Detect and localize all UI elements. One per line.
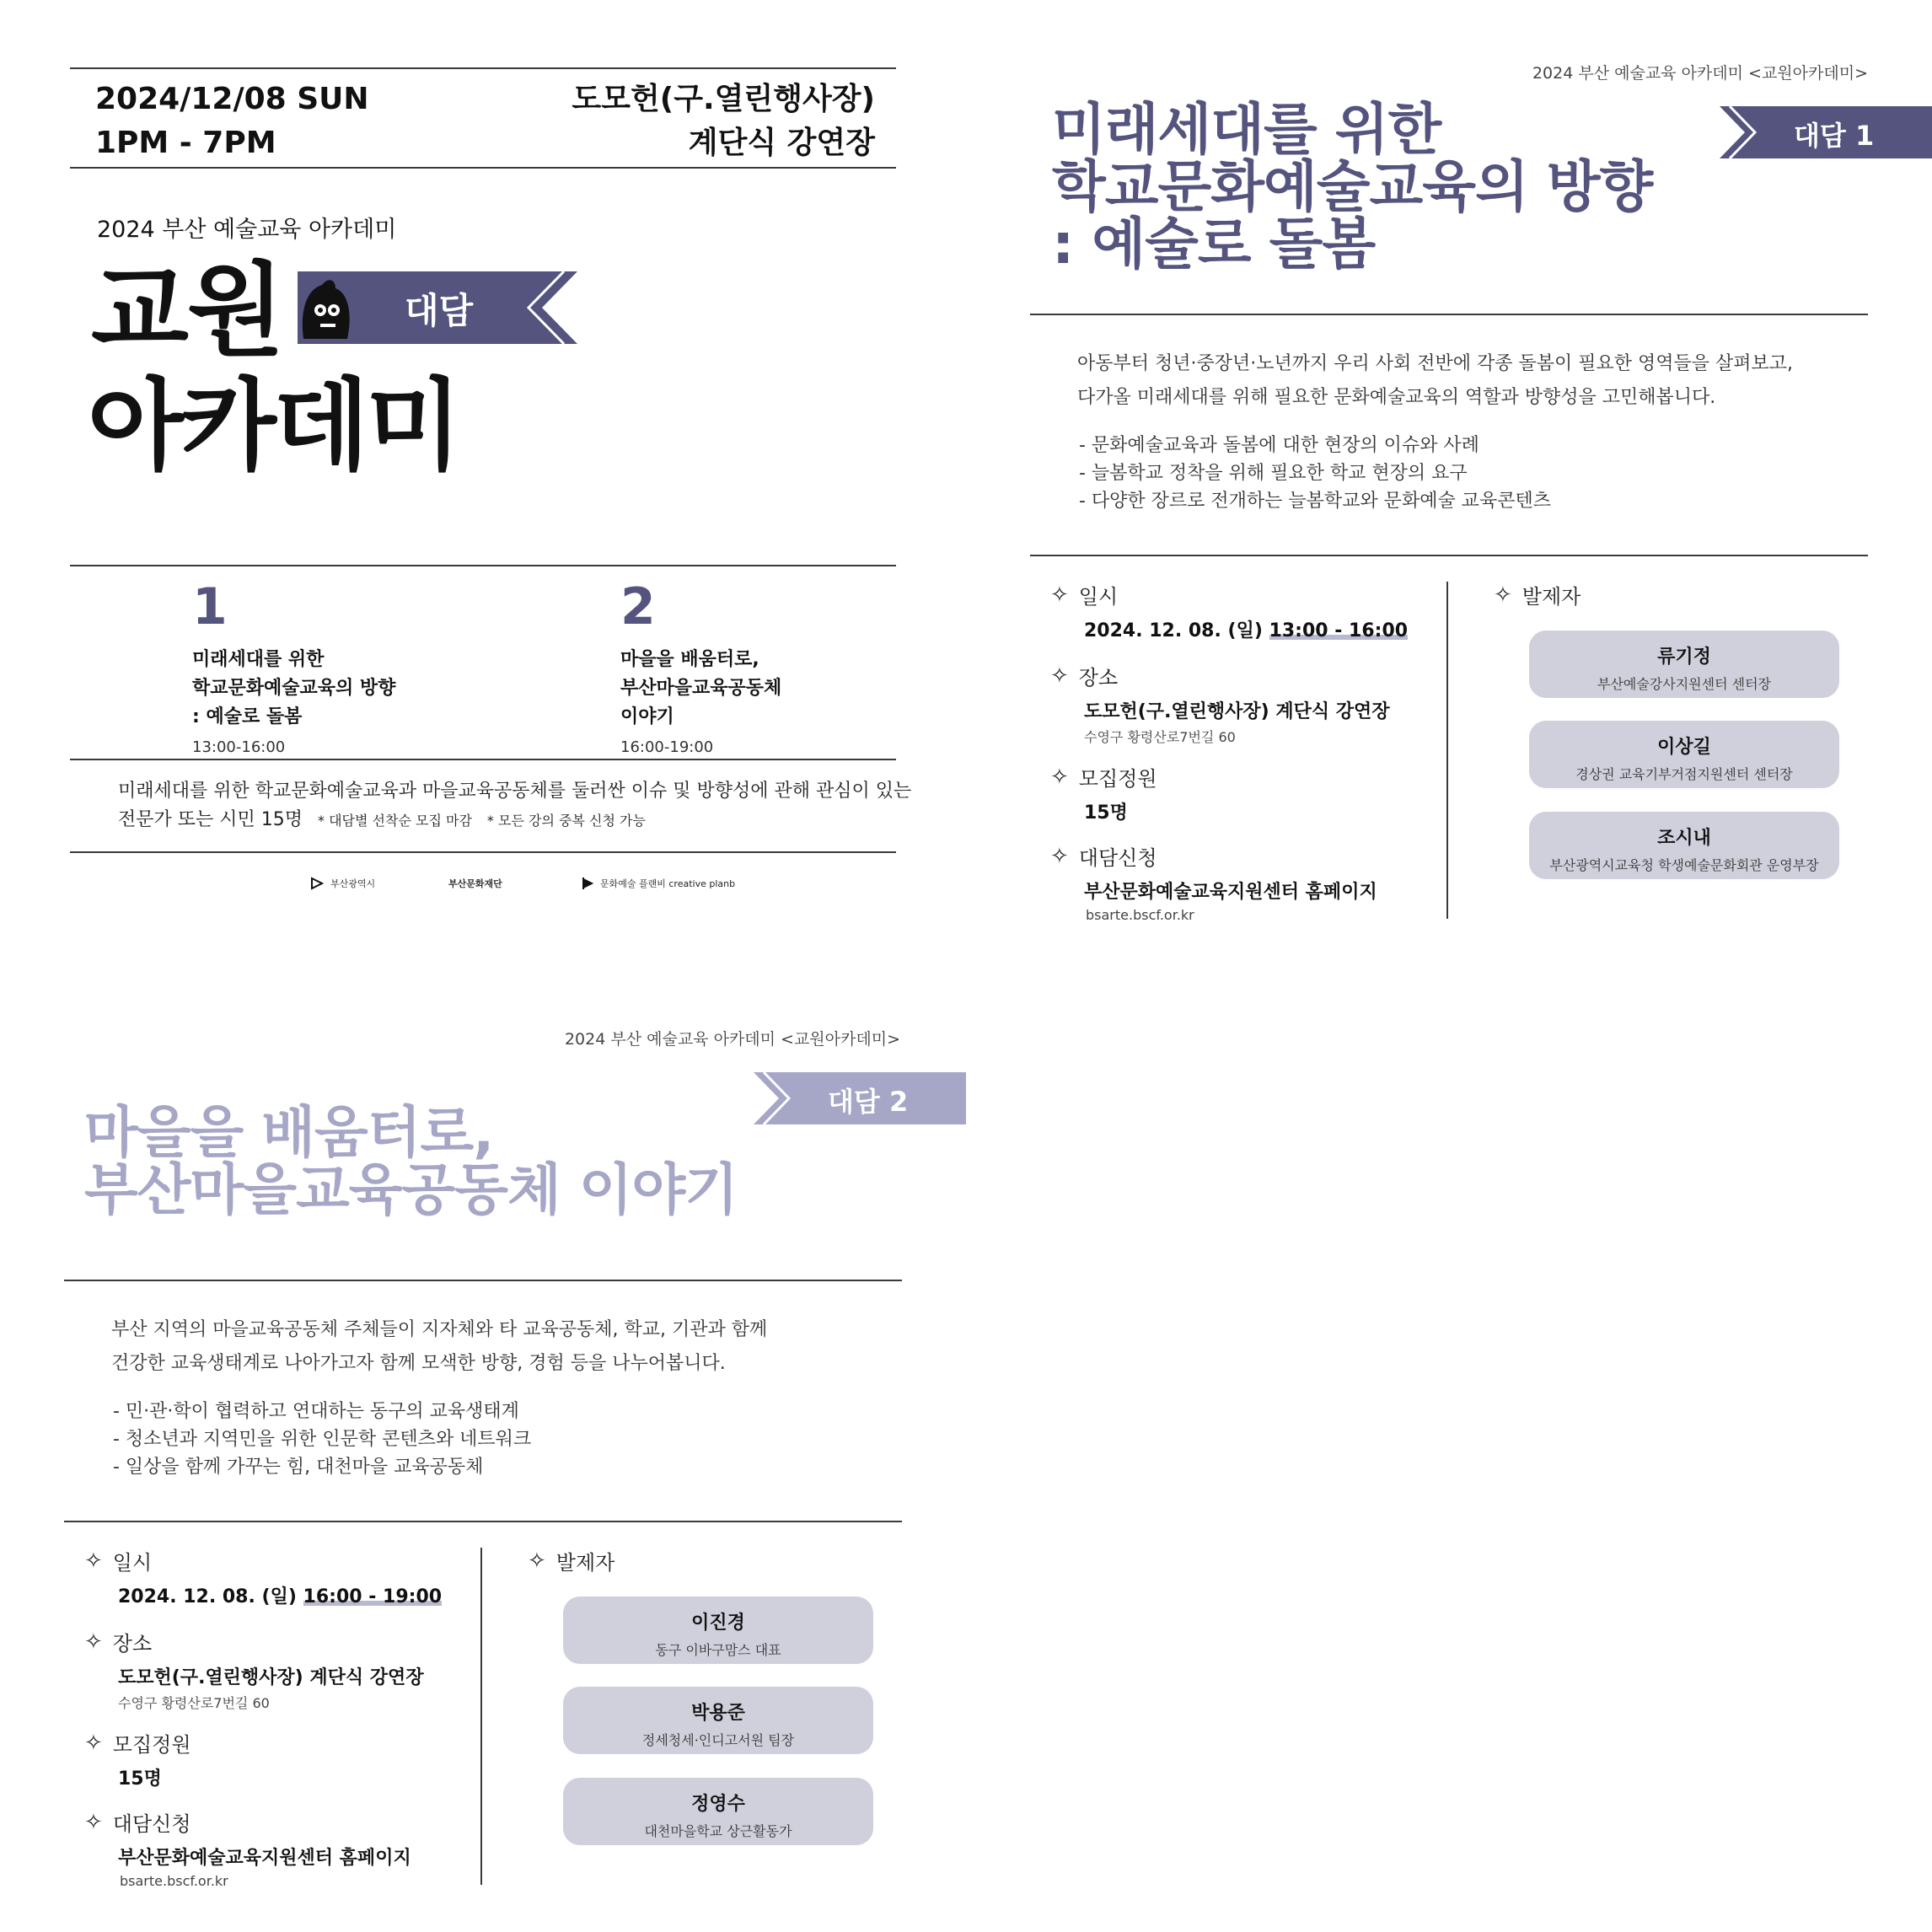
info-date: ✧ 일시 2024. 12. 08. (일) 16:00 - 19:00 — [84, 1548, 443, 1607]
session-title: 미래세대를 위한 — [192, 649, 325, 670]
session-time: 13:00-16:00 — [192, 738, 286, 756]
kicker: 2024 부산 예술교육 아카데미 <교원아카데미> — [564, 1030, 900, 1049]
session-time: 16:00-19:00 — [620, 738, 714, 756]
event-venue: 도모헌(구.열린행사장) 계단식 강연장 — [572, 82, 875, 160]
session-1 — [192, 577, 396, 756]
sparkle-icon: ✧ — [528, 1548, 546, 1574]
info-recruit: ✧ 모집정원 15명 — [1050, 764, 1157, 824]
divider — [70, 167, 896, 169]
list-item: - 늘봄학교 정착을 위해 필요한 학교 현장의 요구 — [1079, 463, 1468, 484]
speaker-card: 이진경 동구 이바구맘스 대표 — [563, 1597, 873, 1664]
speaker-card: 조시내 부산광역시교육청 학생예술문화회관 운영부장 — [1529, 812, 1839, 879]
logo-creative-planb: 문화예술 플랜비 creative planb — [582, 877, 735, 890]
divider — [64, 1280, 902, 1281]
speaker-card: 류기정 부산예술강사지원센터 센터장 — [1529, 631, 1839, 698]
badge-label: 대담 1 — [1794, 120, 1875, 152]
logo-busan-foundation: 부산문화재단 — [448, 878, 502, 889]
kicker: 2024 부산 예술교육 아카데미 <교원아카데미> — [1532, 64, 1868, 83]
bullet-list — [113, 1398, 531, 1481]
sparkle-icon: ✧ — [84, 1730, 103, 1756]
badge-label: 대담 2 — [828, 1086, 909, 1118]
target-audience: 미래세대를 위한 학교문화예술교육과 마을교육공동체를 둘러싼 이슈 및 방향성에 관해 관심이 있는 전문가 또는 시민 15명 * 대담별 선착순 모집 마감 * 모든 강의 중복 신청 가능 — [118, 781, 912, 830]
session-title: 마을을 배움터로, 부산마을교육공동체 이야기 — [84, 1100, 738, 1222]
session-title: 마을을 배움터로, — [620, 649, 759, 670]
note: * 대담별 선착순 모집 마감 — [318, 813, 472, 829]
sparkle-icon: ✧ — [1050, 663, 1069, 689]
description: 아동부터 청년·중장년·노년까지 우리 사회 전반에 각종 돌봄이 필요한 영역들을 살펴보고, 다가올 미래세대를 위해 필요한 문화예술교육의 역할과 방향성을 고민해봅니다. — [1077, 353, 1793, 408]
sparkle-icon: ✧ — [84, 1809, 103, 1835]
ribbon-label: 대담 — [405, 290, 474, 331]
divider — [480, 1548, 482, 1885]
speaker-card: 이상길 경상권 교육기부거점지원센터 센터장 — [1529, 721, 1839, 788]
description: 부산 지역의 마을교육공동체 주체들이 지자체와 타 교육공동체, 학교, 기관과 함께 건강한 교육생태계로 나아가고자 함께 모색한 방향, 경험 등을 나누어봅니다. — [111, 1319, 768, 1374]
session-title: 미래세대를 위한 학교문화예술교육의 방향 : 예술로 돌봄 — [1052, 97, 1653, 276]
sparkle-icon: ✧ — [84, 1548, 103, 1574]
session-title: : 예술로 돌봄 — [192, 706, 303, 727]
divider — [70, 67, 896, 69]
event-date: 2024/12/08 SUN 1PM - 7PM — [95, 82, 369, 160]
session-number: 2 — [620, 577, 656, 636]
info-date: ✧ 일시 2024. 12. 08. (일) 13:00 - 16:00 — [1050, 582, 1409, 641]
poster-title-line1: 교원 — [91, 253, 283, 370]
info-recruit: ✧ 모집정원 15명 — [84, 1730, 191, 1790]
session-number: 1 — [192, 577, 228, 636]
sparkle-icon: ✧ — [1494, 582, 1512, 608]
divider — [70, 759, 896, 760]
logo-busan-city: 부산광역시 — [310, 877, 375, 890]
speaker-card: 박용준 정세청세·인디고서원 팀장 — [563, 1687, 873, 1754]
bullet-list — [1079, 432, 1551, 515]
speakers-label: ✧ 발제자 — [528, 1548, 615, 1575]
list-item: - 일상을 함께 가꾸는 힘, 대천마을 교육공동체 — [113, 1457, 484, 1478]
divider — [1030, 555, 1868, 556]
sparkle-icon: ✧ — [1050, 764, 1069, 790]
session-title: 학교문화예술교육의 방향 — [192, 678, 396, 699]
divider — [1030, 314, 1868, 315]
sparkle-icon: ✧ — [1050, 843, 1069, 869]
speakers-label: ✧ 발제자 — [1494, 582, 1581, 609]
poster-title-line2: 아카데미 — [88, 368, 459, 484]
mascot-icon — [297, 271, 356, 344]
info-place: ✧ 장소 도모헌(구.열린행사장) 계단식 강연장 수영구 황령산로7번길 60 — [84, 1629, 424, 1711]
session-2 — [620, 577, 782, 756]
list-item: - 청소년과 지역민을 위한 인문학 콘텐츠와 네트워크 — [113, 1429, 532, 1450]
sparkle-icon: ✧ — [1050, 582, 1069, 608]
sparkle-icon: ✧ — [84, 1629, 103, 1655]
divider — [1446, 582, 1448, 919]
list-item: - 민·관·학이 협력하고 연대하는 동구의 교육생태계 — [113, 1401, 519, 1422]
divider — [64, 1521, 902, 1522]
session-title: 부산마을교육공동체 — [620, 678, 782, 699]
divider — [70, 565, 896, 566]
list-item: - 문화예술교육과 돌봄에 대한 현장의 이슈와 사례 — [1079, 435, 1479, 456]
note: * 모든 강의 중복 신청 가능 — [486, 813, 646, 829]
info-place: ✧ 장소 도모헌(구.열린행사장) 계단식 강연장 수영구 황령산로7번길 60 — [1050, 663, 1390, 745]
divider — [70, 851, 896, 853]
speaker-card: 정영수 대천마을학교 상근활동가 — [563, 1778, 873, 1845]
poster-subtitle: 2024 부산 예술교육 아카데미 — [97, 217, 397, 243]
list-item: - 다양한 장르로 전개하는 늘봄학교와 문화예술 교육콘텐츠 — [1079, 491, 1551, 512]
info-apply: ✧ 대담신청 부산문화예술교육지원센터 홈페이지 bsarte.bscf.or.kr — [84, 1809, 411, 1889]
info-apply: ✧ 대담신청 부산문화예술교육지원센터 홈페이지 bsarte.bscf.or.kr — [1050, 843, 1377, 923]
session-title: 이야기 — [620, 706, 674, 727]
